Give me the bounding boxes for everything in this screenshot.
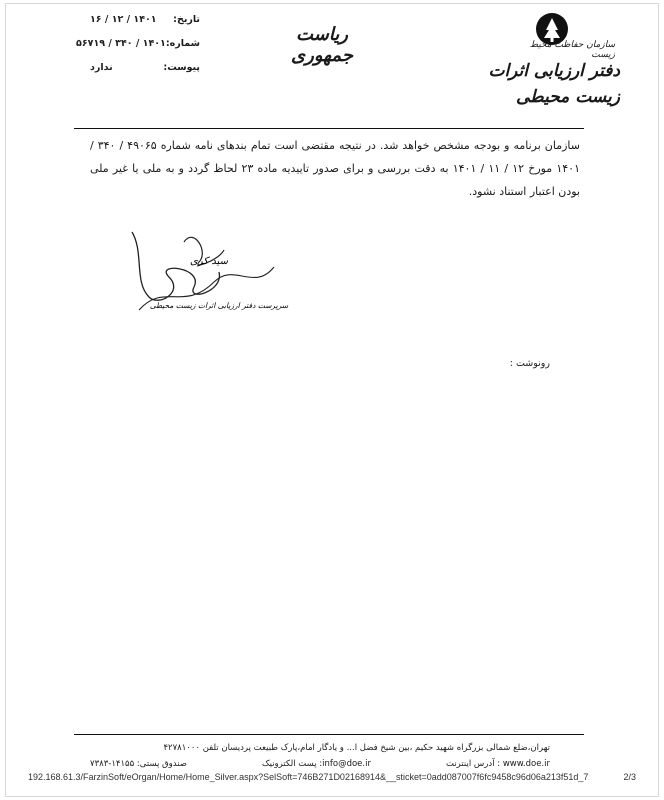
presidency-title: ریاست جمهوری (291, 24, 353, 66)
print-url: 192.168.61.3/FarzinSoft/eOrgan/Home/Home_Silver.aspx?SelSoft=746B271D02168914&__sticket=0add087007f6fc9458c96d06a213f51d_7 (28, 772, 589, 782)
footer-website[interactable]: www.doe.ir : آدرس اینترنت (445, 759, 550, 769)
footer-pobox: صندوق پستی: ۱۴۱۵۵-۷۳۸۳ (90, 759, 187, 769)
cc-label: رونوشت : (509, 358, 550, 369)
footer-email[interactable]: info@doe.ir: پست الکترونیک (262, 759, 371, 769)
page-frame (5, 3, 659, 797)
signature-title: سرپرست دفتر ارزیابی اثرات زیست محیطی (149, 301, 289, 310)
handwritten-signature (124, 222, 289, 322)
signature-name: سید کری (190, 256, 228, 267)
letter-footer (90, 740, 550, 772)
print-page-number: 2/3 (623, 772, 636, 782)
letter-meta (76, 8, 200, 80)
letter-body: سازمان برنامه و بودجه مشخص خواهد شد. در نتیجه مقتضی است تمام بندهای نامه شماره ۴۹۰۶۵ / ۳۴۰ / ۱۴۰۱ مورخ ۱۲ / ۱۱ / ۱۴۰۱ به دقت بررسی و برای صدور تاییدیه ماده ۲۳ لحاظ گردد و به ملی یا غیر ملی بودن اعتبار استناد نشود. (90, 139, 581, 198)
org-name: سازمان حفاظت محیط زیست (529, 40, 615, 60)
date-value: ۱۴۰۱ / ۱۲ / ۱۶ (90, 14, 157, 25)
footer-address: تهران،ضلع شمالی بزرگراه شهید حکیم ،بین شیخ فضل ا... و یادگار امام،پارک طبیعت پردیسان تلفن ۴۲۷۸۱۰۰۰ (163, 743, 550, 753)
number-value: ۱۴۰۱ / ۳۴۰ / ۵۶۷۱۹ (76, 38, 166, 49)
print-statusbar (28, 772, 636, 782)
footer-contact (90, 756, 550, 772)
number-label: شماره: (165, 38, 200, 49)
header-divider (74, 128, 584, 129)
footer-divider (74, 734, 584, 735)
date-label: تاریخ: (173, 14, 200, 25)
attachment-value: ندارد (90, 62, 113, 73)
office-name: دفتر ارزیابی اثرات زیست محیطی (488, 61, 620, 107)
attachment-label: پیوست: (163, 62, 200, 73)
